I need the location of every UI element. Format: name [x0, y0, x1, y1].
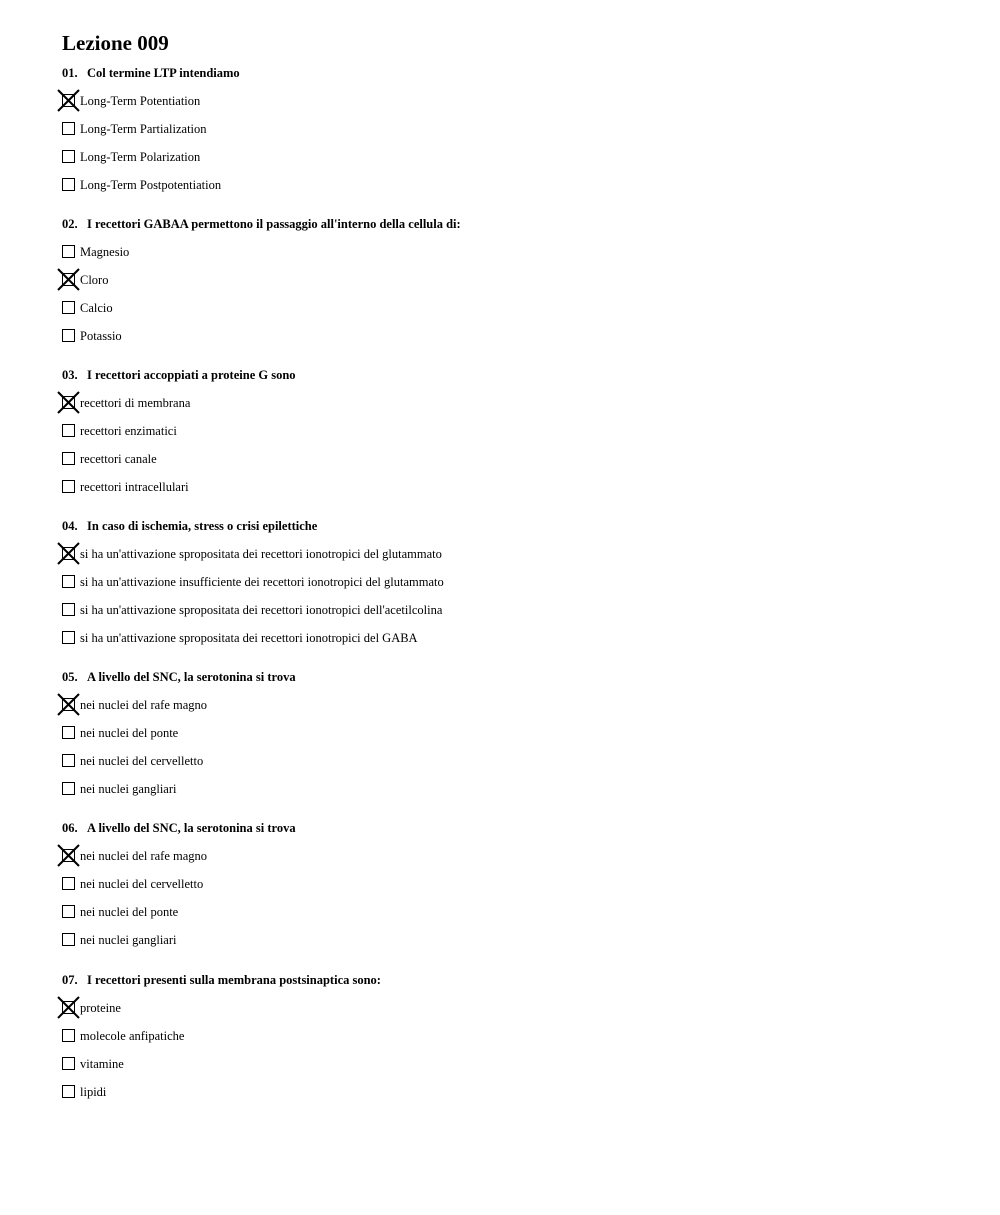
answer-option[interactable] [62, 568, 962, 596]
answer-label: Magnesio [80, 245, 130, 259]
answer-option[interactable] [62, 322, 962, 350]
answer-label: si ha un'attivazione insufficiente dei recettori ionotropici del glutammato [80, 575, 444, 589]
answer-label: lipidi [80, 1085, 107, 1099]
question-text: Col termine LTP intendiamo [87, 66, 240, 80]
answer-option[interactable] [62, 87, 962, 115]
answer-option[interactable] [62, 1078, 962, 1106]
answer-checkbox[interactable] [62, 424, 75, 437]
answer-label: si ha un'attivazione spropositata dei recettori ionotropici dell'acetilcolina [80, 603, 443, 617]
question-number: 07. [62, 973, 78, 987]
answer-checkbox[interactable] [62, 1057, 75, 1070]
question-4 [62, 516, 962, 652]
answer-option[interactable] [62, 719, 962, 747]
answer-option[interactable] [62, 870, 962, 898]
question-text: A livello del SNC, la serotonina si trova [87, 821, 296, 835]
answer-checkbox[interactable] [62, 150, 75, 163]
answer-label: recettori di membrana [80, 396, 191, 410]
answer-checkbox[interactable] [62, 94, 75, 107]
answer-label: Potassio [80, 329, 122, 343]
answer-label: nei nuclei del cervelletto [80, 754, 204, 768]
answer-options [62, 842, 962, 954]
question-2 [62, 214, 962, 350]
answer-options [62, 389, 962, 501]
answer-option[interactable] [62, 238, 962, 266]
answer-options [62, 691, 962, 803]
answer-checkbox[interactable] [62, 877, 75, 890]
question-number: 05. [62, 670, 78, 684]
answer-options [62, 540, 962, 652]
answer-option[interactable] [62, 775, 962, 803]
answer-label: si ha un'attivazione spropositata dei recettori ionotropici del glutammato [80, 547, 442, 561]
answer-checkbox[interactable] [62, 631, 75, 644]
answer-option[interactable] [62, 171, 962, 199]
question-number: 06. [62, 821, 78, 835]
answer-label: nei nuclei gangliari [80, 782, 177, 796]
answer-checkbox[interactable] [62, 245, 75, 258]
answer-option[interactable] [62, 1022, 962, 1050]
question-5 [62, 667, 962, 803]
answer-label: Cloro [80, 273, 109, 287]
answer-option[interactable] [62, 691, 962, 719]
answer-checkbox[interactable] [62, 575, 75, 588]
answer-checkbox[interactable] [62, 396, 75, 409]
answer-checkbox[interactable] [62, 452, 75, 465]
question-title [62, 365, 962, 385]
answer-checkbox[interactable] [62, 933, 75, 946]
answer-options [62, 238, 962, 350]
answer-label: Long-Term Polarization [80, 150, 201, 164]
answer-checkbox[interactable] [62, 273, 75, 286]
answer-options [62, 994, 962, 1106]
question-title [62, 818, 962, 838]
answer-label: nei nuclei del cervelletto [80, 877, 204, 891]
answer-checkbox[interactable] [62, 726, 75, 739]
answer-label: nei nuclei gangliari [80, 933, 177, 947]
answer-checkbox[interactable] [62, 301, 75, 314]
answer-checkbox[interactable] [62, 329, 75, 342]
question-text: A livello del SNC, la serotonina si trova [87, 670, 296, 684]
page-title: Lezione 009 [62, 31, 169, 55]
answer-option[interactable] [62, 898, 962, 926]
question-7 [62, 970, 962, 1106]
answer-option[interactable] [62, 294, 962, 322]
answer-label: recettori canale [80, 452, 157, 466]
answer-checkbox[interactable] [62, 698, 75, 711]
answer-checkbox[interactable] [62, 547, 75, 560]
answer-option[interactable] [62, 926, 962, 954]
question-3 [62, 365, 962, 501]
answer-label: Calcio [80, 301, 113, 315]
question-text: I recettori accoppiati a proteine G sono [87, 368, 296, 382]
answer-checkbox[interactable] [62, 849, 75, 862]
answer-checkbox[interactable] [62, 905, 75, 918]
question-title [62, 214, 962, 234]
answer-option[interactable] [62, 266, 962, 294]
answer-label: Long-Term Partialization [80, 122, 207, 136]
answer-option[interactable] [62, 842, 962, 870]
answer-label: si ha un'attivazione spropositata dei recettori ionotropici del GABA [80, 631, 418, 645]
answer-option[interactable] [62, 1050, 962, 1078]
question-text: I recettori presenti sulla membrana postsinaptica sono: [87, 973, 381, 987]
answer-checkbox[interactable] [62, 1029, 75, 1042]
answer-checkbox[interactable] [62, 178, 75, 191]
answer-option[interactable] [62, 994, 962, 1022]
answer-checkbox[interactable] [62, 1001, 75, 1014]
answer-checkbox[interactable] [62, 782, 75, 795]
question-text: I recettori GABAA permettono il passaggio all'interno della cellula di: [87, 217, 461, 231]
answer-checkbox[interactable] [62, 480, 75, 493]
answer-checkbox[interactable] [62, 603, 75, 616]
answer-option[interactable] [62, 624, 962, 652]
answer-label: nei nuclei del ponte [80, 905, 179, 919]
answer-checkbox[interactable] [62, 122, 75, 135]
answer-label: proteine [80, 1001, 121, 1015]
question-title [62, 667, 962, 687]
answer-option[interactable] [62, 445, 962, 473]
answer-option[interactable] [62, 473, 962, 501]
question-number: 01. [62, 66, 78, 80]
answer-label: recettori enzimatici [80, 424, 177, 438]
answer-option[interactable] [62, 540, 962, 568]
question-number: 02. [62, 217, 78, 231]
answer-label: Long-Term Postpotentiation [80, 178, 222, 192]
answer-label: nei nuclei del rafe magno [80, 849, 208, 863]
answer-label: vitamine [80, 1057, 124, 1071]
answer-checkbox[interactable] [62, 1085, 75, 1098]
answer-option[interactable] [62, 596, 962, 624]
question-title [62, 970, 962, 990]
answer-option[interactable] [62, 389, 962, 417]
answer-checkbox[interactable] [62, 754, 75, 767]
answer-label: nei nuclei del rafe magno [80, 698, 208, 712]
question-number: 03. [62, 368, 78, 382]
answer-options [62, 87, 962, 199]
question-text: In caso di ischemia, stress o crisi epilettiche [87, 519, 318, 533]
question-number: 04. [62, 519, 78, 533]
question-1 [62, 63, 962, 199]
question-title [62, 516, 962, 536]
answer-option[interactable] [62, 143, 962, 171]
answer-label: Long-Term Potentiation [80, 94, 201, 108]
answer-option[interactable] [62, 747, 962, 775]
answer-label: nei nuclei del ponte [80, 726, 179, 740]
question-6 [62, 818, 962, 954]
answer-label: molecole anfipatiche [80, 1029, 185, 1043]
answer-option[interactable] [62, 115, 962, 143]
answer-option[interactable] [62, 417, 962, 445]
answer-label: recettori intracellulari [80, 480, 189, 494]
question-title [62, 63, 962, 83]
